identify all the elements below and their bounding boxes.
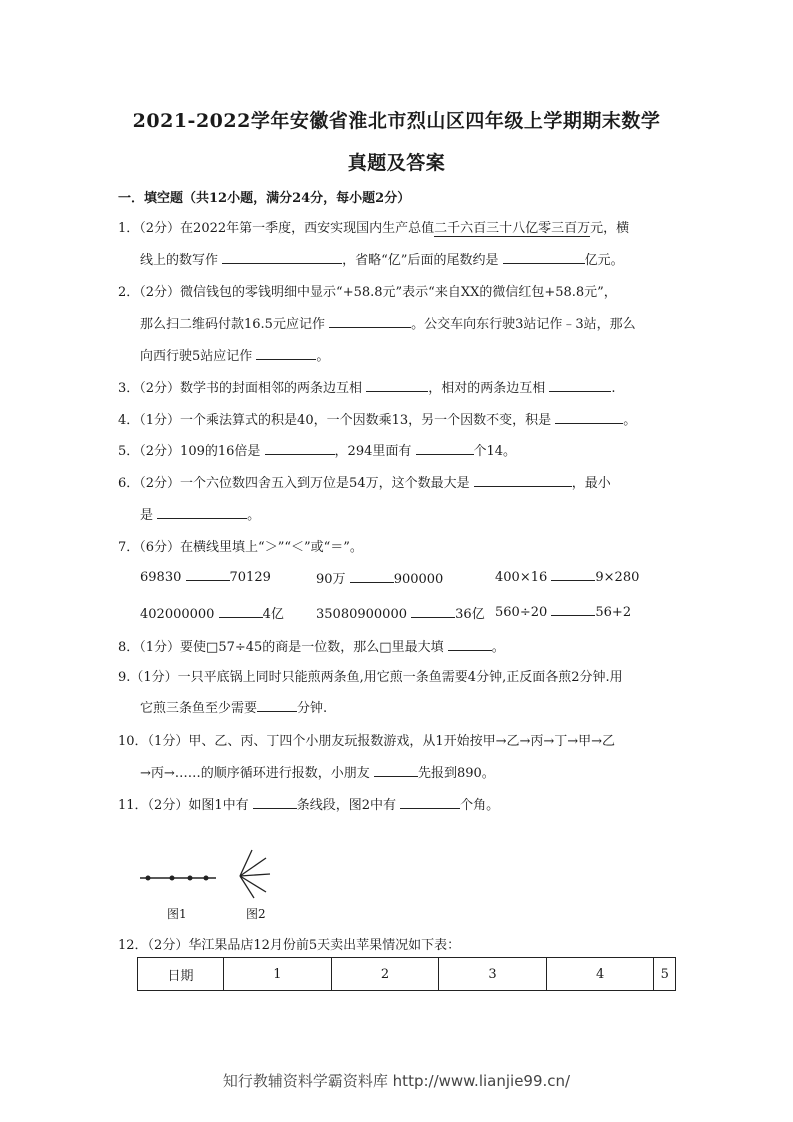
comparison-item <box>140 603 284 622</box>
question-3 <box>118 377 615 396</box>
section-heading: 一．填空题（共12小题，满分24分，每小题2分） <box>118 191 411 206</box>
answer-blank[interactable] <box>374 764 418 777</box>
table-cell: 1 <box>224 958 332 991</box>
q3-text-b: ，相对的两条边互相 <box>428 381 546 396</box>
q5-text-a: 5．（2分）109的16倍是 <box>118 444 261 459</box>
question-9-line2 <box>140 697 327 716</box>
q8-text-b: 。 <box>491 640 505 655</box>
question-1-line2 <box>140 249 624 268</box>
q6-text-a: 6．（2分）一个六位数四舍五入到万位是54万，这个数最大是 <box>118 476 470 491</box>
page-title-line2: 真题及答案 <box>347 152 446 174</box>
q11-text-a: 11．（2分）如图1中有 <box>118 798 249 813</box>
answer-blank[interactable] <box>257 699 297 712</box>
question-10-line2 <box>140 762 495 781</box>
table-cell: 5 <box>654 958 676 991</box>
q11-text-b: 条线段，图2中有 <box>296 798 397 813</box>
q9-text-b: 它煎三条鱼至少需要 <box>140 701 258 716</box>
question-1-line1 <box>118 217 629 236</box>
comparison-item <box>495 568 639 585</box>
q10-text-c: 先报到890。 <box>417 766 495 781</box>
figure-2-label: 图2 <box>246 907 266 921</box>
q1-text-c: 线上的数写作 <box>140 253 219 268</box>
question-6-line1 <box>118 472 611 491</box>
figure-1-line-segments <box>140 876 216 881</box>
comparison-item <box>316 568 443 587</box>
question-9-line1: 9.（1分）一只平底锅上同时只能煎两条鱼,用它煎一条鱼需要4分钟,正反面各煎2分钟.用 <box>118 670 623 685</box>
q5-text-b: ，294里面有 <box>334 444 412 459</box>
apple-sales-table <box>137 957 676 991</box>
question-2-line3 <box>140 345 329 364</box>
figure-2-angle-rays <box>240 850 270 898</box>
comparison-right: 900000 <box>393 572 444 587</box>
q1-text-d: ，省略“亿”后面的尾数约是 <box>342 253 499 268</box>
question-2-line2 <box>140 313 636 332</box>
answer-blank[interactable] <box>157 506 247 519</box>
question-11 <box>118 794 499 813</box>
q3-text-a: 3．（2分）数学书的封面相邻的两条边互相 <box>118 381 363 396</box>
table-cell: 2 <box>331 958 439 991</box>
comparison-left: 35080900000 <box>316 607 407 622</box>
q6-text-c: 是 <box>140 508 154 523</box>
q5-text-c: 个14。 <box>473 444 517 459</box>
table-row <box>138 958 676 991</box>
answer-blank[interactable] <box>219 605 263 618</box>
q6-text-d: 。 <box>247 508 261 523</box>
comparison-item <box>140 568 271 585</box>
comparison-left: 400×16 <box>495 570 548 585</box>
q4-text-b: 。 <box>623 413 637 428</box>
comparison-item <box>316 603 485 622</box>
answer-blank[interactable] <box>366 379 428 392</box>
answer-blank[interactable] <box>549 379 611 392</box>
footer-watermark: 知行教辅资料学霸资料库 http://www.lianjie99.cn/ <box>222 1072 571 1090</box>
answer-blank[interactable] <box>350 570 394 583</box>
question-5 <box>118 440 516 459</box>
comparison-left: 69830 <box>140 570 182 585</box>
question-12: 12．（2分）华江果品店12月份前5天卖出苹果情况如下表： <box>118 938 461 953</box>
comparison-right: 36亿 <box>455 607 485 622</box>
q1-text-e: 亿元。 <box>584 253 624 268</box>
table-cell: 日期 <box>138 958 224 991</box>
question-10-line1: 10．（1分）甲、乙、丙、丁四个小朋友玩报数游戏，从1开始按甲→乙→丙→丁→甲→乙 <box>118 734 616 749</box>
comparison-right: 70129 <box>229 570 271 585</box>
answer-blank[interactable] <box>222 251 342 264</box>
q3-text-c: . <box>611 381 616 396</box>
question-4 <box>118 409 636 428</box>
q1-underlined-number: 二千六百三十八亿零三百万 <box>434 221 591 236</box>
page-title-line1: 2021-2022学年安徽省淮北市烈山区四年级上学期期末数学 <box>132 110 661 132</box>
answer-blank[interactable] <box>551 603 595 616</box>
question-2-line1: 2．（2分）微信钱包的零钱明细中显示“+58.8元”表示“来自XX的微信红包+58.8元”， <box>118 285 617 300</box>
comparison-right: 9×280 <box>595 570 640 585</box>
q2-text-d: 向西行驶5站应记作 <box>140 349 253 364</box>
table-cell: 4 <box>546 958 654 991</box>
comparison-right: 56+2 <box>595 605 632 620</box>
figure-segments-and-angles <box>130 840 290 930</box>
q2-text-c: 。公交车向东行驶3站记作﹣3站，那么 <box>411 317 636 332</box>
answer-blank[interactable] <box>416 442 474 455</box>
answer-blank[interactable] <box>474 474 572 487</box>
answer-blank[interactable] <box>448 638 492 651</box>
answer-blank[interactable] <box>555 411 623 424</box>
comparison-left: 402000000 <box>140 607 215 622</box>
q1-text-a: 1．（2分）在2022年第一季度，西安实现国内生产总值 <box>118 221 435 236</box>
question-8 <box>118 636 505 655</box>
question-6-line2 <box>140 504 260 523</box>
answer-blank[interactable] <box>265 442 335 455</box>
question-7: 7．（6分）在横线里填上“＞”“＜”或“＝”。 <box>118 540 363 555</box>
q2-text-b: 那么扫二维码付款16.5元应记作 <box>140 317 325 332</box>
q11-text-c: 个角。 <box>460 798 500 813</box>
comparison-left: 90万 <box>316 572 346 587</box>
figure-1-label: 图1 <box>167 907 187 921</box>
comparison-left: 560÷20 <box>495 605 548 620</box>
answer-blank[interactable] <box>186 568 230 581</box>
q6-text-b: ，最小 <box>571 476 611 491</box>
answer-blank[interactable] <box>253 796 297 809</box>
answer-blank[interactable] <box>503 251 585 264</box>
q4-text-a: 4．（1分）一个乘法算式的积是40，一个因数乘13，另一个因数不变，积是 <box>118 413 552 428</box>
q10-text-b: →丙→……的顺序循环进行报数，小朋友 <box>140 766 370 781</box>
answer-blank[interactable] <box>256 347 316 360</box>
q9-text-c: 分钟. <box>297 701 328 716</box>
q2-text-e: 。 <box>316 349 330 364</box>
q8-text-a: 8．（1分）要使□57÷45的商是一位数，那么□里最大填 <box>118 640 444 655</box>
answer-blank[interactable] <box>329 315 411 328</box>
answer-blank[interactable] <box>551 568 595 581</box>
comparison-right: 4亿 <box>262 607 284 622</box>
comparison-item <box>495 603 631 620</box>
table-cell: 3 <box>439 958 547 991</box>
answer-blank[interactable] <box>411 605 455 618</box>
q1-text-b: 元，横 <box>590 221 630 236</box>
answer-blank[interactable] <box>400 796 460 809</box>
